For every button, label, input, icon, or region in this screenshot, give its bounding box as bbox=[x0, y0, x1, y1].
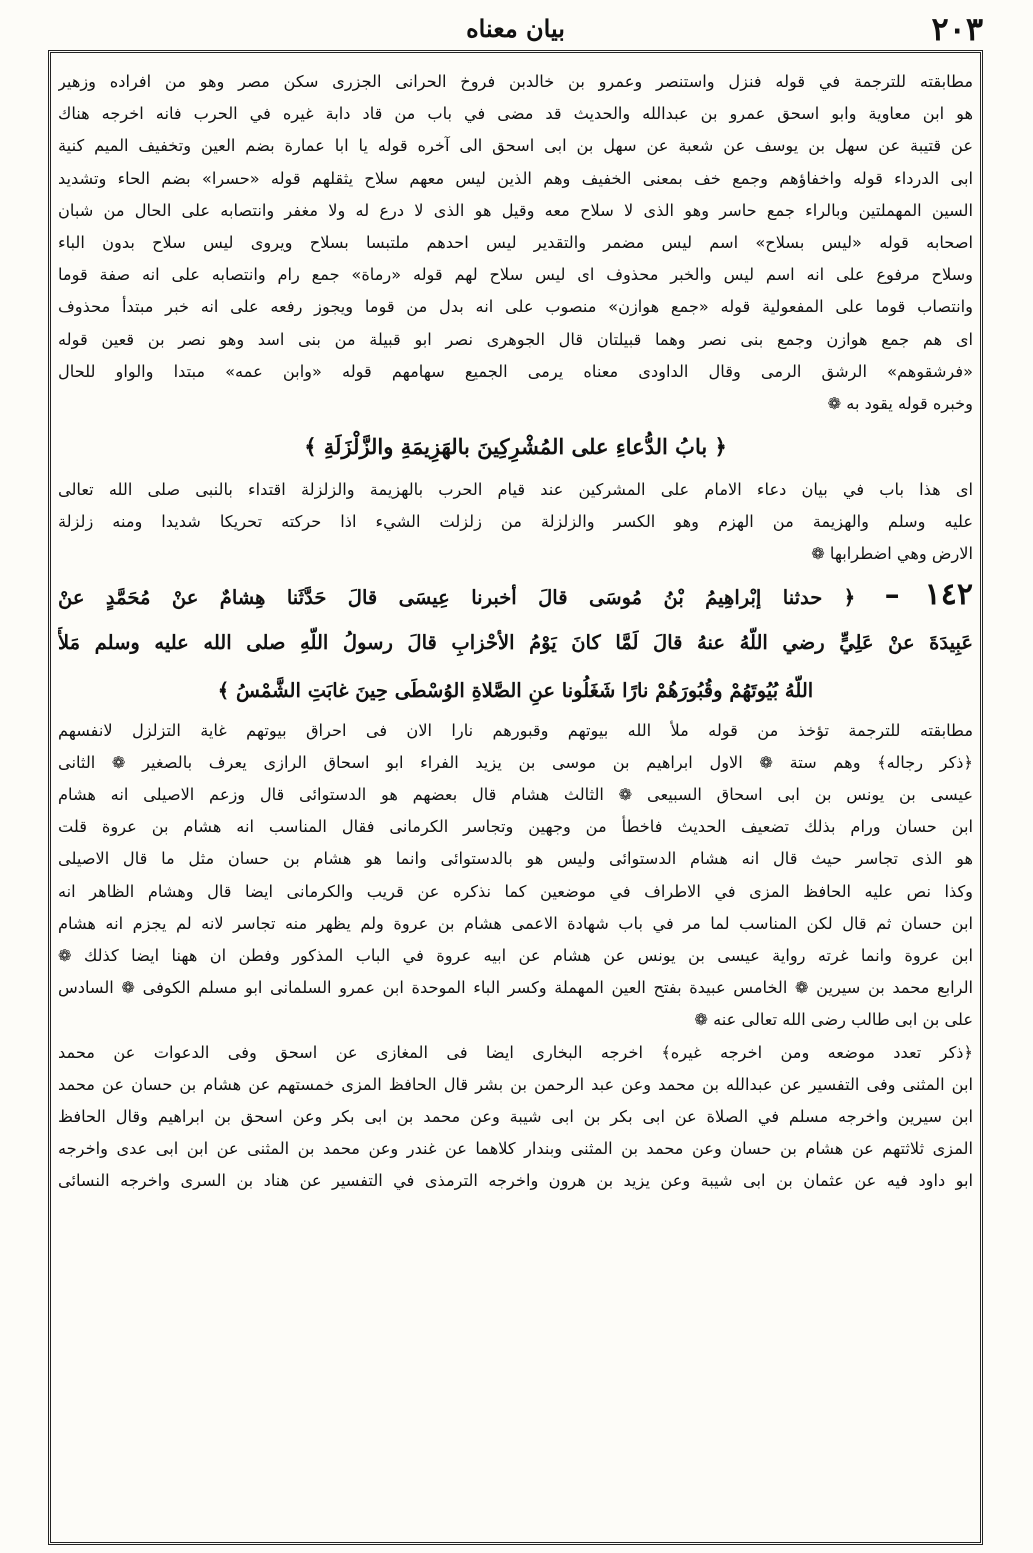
hadith-block bbox=[58, 571, 973, 715]
text-line: الارض وهي اضطرابها ❁ bbox=[811, 544, 973, 564]
text-line: وكذا نص عليه الحافظ المزى في الاطراف في موضعين كما نذكره عن قريب والكرمانى ايضا قال وهشام الظاهر انه bbox=[58, 881, 973, 901]
text-line: مطابقته للترجمة تؤخذ من قوله ملأ الله بيوتهم وقبورهم نارا الان فى احراق بيوتهم غاية التزلزل لانفسهم bbox=[58, 720, 973, 740]
text-line: هو الذى تجاسر حيث قال انه هشام الدستوائى وليس هو بالدستوائى وانما هو هشام بن حسان مثل ما قال الاصيلى bbox=[58, 849, 973, 869]
hadith-line bbox=[58, 571, 973, 619]
text-line: عن قتيبة عن سهل بن يوسف عن شعبة عن سهل بن ابى اسحق الى آخره قوله يا ابا عمارة بضم العين وتخفيف الميم كنية bbox=[58, 136, 973, 156]
text-line: ﴿ذكر رجاله﴾ وهم ستة ❁ الاول ابراهيم بن موسى بن يزيد الفراء ابو اسحاق الرازى يعرف بالصغير ❁ الثانى bbox=[58, 752, 973, 772]
text-line: وسلاح مرفوع على انه اسم ليس والخبر محذوف اى ليس سلاح لهم قوله «رماة» جمع رام وانتصابه على انه صفة قوما bbox=[58, 265, 973, 285]
text-line: مطابقته للترجمة في قوله فنزل واستنصر وعمرو بن خالدبن فروخ الحرانى الجزرى سكن مصر وهو من افراده وزهير bbox=[58, 72, 973, 91]
text-line: ابن حسان ثم قال لكن المناسب لما مر في باب شهادة الاعمى هشام بن عروة ولم يظهر منه تجاسر لانه لم يجزم انه هشام bbox=[58, 913, 973, 933]
text-line: على بن ابى طالب رضى الله تعالى عنه ❁ bbox=[694, 1010, 973, 1030]
text-line: وانتصاب قوما على المفعولية قوله «جمع هوازن» منصوب على انه بدل من قوما ويجوز رفعه على انه خبر مبتدأ محذوف bbox=[58, 297, 973, 317]
hadith-line: اللّهُ بُيُوتَهُمْ وقُبُورَهُمْ نارًا شَغَلُونا عنِ الصَّلاةِ الوُسْطَى حِينَ غابَتِ الشَّمْسُ ﴾ bbox=[217, 678, 814, 702]
text-line: ابن عروة وانما غرته رواية عيسى بن يونس عن هشام عن ابيه عروة في الباب المذكور وفطن ان ههنا ايضا كذلك ❁ bbox=[58, 945, 973, 965]
page-number: ٢٠٣ bbox=[931, 10, 983, 48]
text-line: عليه وسلم والهزيمة من الهزم وهو الكسر والزلزلة من زلزلت الشيء اذا حركته تحريكا شديدا ومنه زلزلة bbox=[58, 512, 973, 532]
text-line: وخبره قوله يقود به ❁ bbox=[827, 393, 973, 413]
text-line: اى هم جمع هوازن وجمع بنى نصر وهما قبيلتان قال الجوهرى نصر ابو قبيلة من بنى اسد وهو نصر بن قعين قوله bbox=[58, 329, 973, 349]
commentary-block-top bbox=[58, 66, 973, 420]
text-line: ابن سيرين واخرجه مسلم في الصلاة عن ابى بكر بن ابى شيبة وعن محمد بن ابى بكر وعن اسحق بن ابراهيم وقال الحافظ bbox=[58, 1106, 973, 1126]
page-body bbox=[58, 66, 973, 1536]
text-line: اصحابه قوله «ليس بسلاح» اسم ليس مضمر والتقدير ليس احدهم ملتبسا بسلاح ويروى ليس سلاح بدون الباء bbox=[58, 232, 973, 252]
text-line: السين المهملتين وبالراء جمع حاسر وهو الذى لا سلاح معه وقيل هو الذى لا درع له ولا مغفر وانتصابه على الحال من شبان bbox=[58, 200, 973, 220]
text-line: ابن حسان ورام بذلك تضعيف الحديث فاخطأ من وجهين وتجاسر الكرمانى فقال المناسب انه هشام بن عروة قلت bbox=[58, 817, 973, 837]
chapter-heading: ﴿ بابُ الدُّعاءِ على المُشْرِكِينَ بالهَزِيمَةِ والزَّلْزَلَةِ ﴾ bbox=[304, 434, 727, 460]
text-line: ابو داود فيه عن عثمان بن ابى شيبة وعن يزيد بن هرون واخرجه الترمذى في التفسير عن هناد بن السرى واخرجه النسائى bbox=[58, 1171, 973, 1191]
hadith-line: عَبِيدَةَ عنْ عَلِيٍّ رضي اللّهُ عنهُ قالَ لَمَّا كانَ يَوْمُ الأحْزابِ قالَ رسولُ اللّهِ صلى الله عليه وسلم مَلأَ bbox=[58, 630, 973, 654]
hadith-number: ١٤٢ – bbox=[884, 576, 973, 612]
text-line: «فرشقوهم» الرشق الرمى وقال الداودى معناه يرمى الجميع سهامهم قوله «وابن عمه» مبتدا والواو للحال bbox=[58, 361, 973, 381]
commentary-block-intro bbox=[58, 474, 973, 571]
text-line: عيسى بن يونس بن ابى اسحاق السبيعى ❁ الثالث هشام قال بعضهم هو الدستوائى قال وزعم الاصيلى انه هشام bbox=[58, 785, 973, 804]
text-line: ابن المثنى وفى التفسير عن عبدالله بن محمد وعن عبد الرحمن بن بشر قال الحافظ المزى خمستهم عن هشام بن حسان عن محمد bbox=[58, 1074, 973, 1094]
text-line: ابى الدرداء قوله واخفاؤهم وجمع خف بمعنى الخفيف وهم الذين ليس معهم سلاح يثقلهم قوله «حسرا» بضم الحاء وتشديد bbox=[58, 168, 973, 188]
text-line: الرابع محمد بن سيرين ❁ الخامس عبيدة بفتح العين المهملة وكسر الباء الموحدة ابن عمرو السلمانى ابو مسلم الكوفى ❁ السادس bbox=[58, 978, 973, 998]
text-line: ﴿ذكر تعدد موضعه ومن اخرجه غيره﴾ اخرجه البخارى ايضا فى المغازى عن اسحق وفى الدعوات عن محمد bbox=[58, 1042, 973, 1062]
hadith-text: ﴿ حدثنا إبْراهِيمُ بْنُ مُوسَى قالَ أخبرنا عِيسَى قالَ حَدَّثَنا هِشامٌ عنْ مُحَمَّدٍ عنْ bbox=[58, 585, 856, 609]
text-line: المزى ثلاثتهم عن هشام بن حسان وعن محمد بن المثنى وبندار كلاهما عن غندر وعن محمد بن المثنى عن ابن ابى عدى واخرجه bbox=[58, 1139, 973, 1159]
page-header-title: بيان معناه bbox=[466, 14, 565, 43]
text-line: هو ابن معاوية وابو اسحق عمرو بن عبدالله والحديث قد مضى في باب من قاد دابة غيره في الحرب فانه اخرجه هناك bbox=[58, 104, 973, 124]
commentary-block-bottom bbox=[58, 715, 973, 1198]
page-header bbox=[48, 8, 983, 48]
text-line: اى هذا باب في بيان دعاء الامام على المشركين عند قيام الحرب بالهزيمة والزلزلة اقتداء بالنبى صلى الله تعالى bbox=[58, 480, 973, 500]
